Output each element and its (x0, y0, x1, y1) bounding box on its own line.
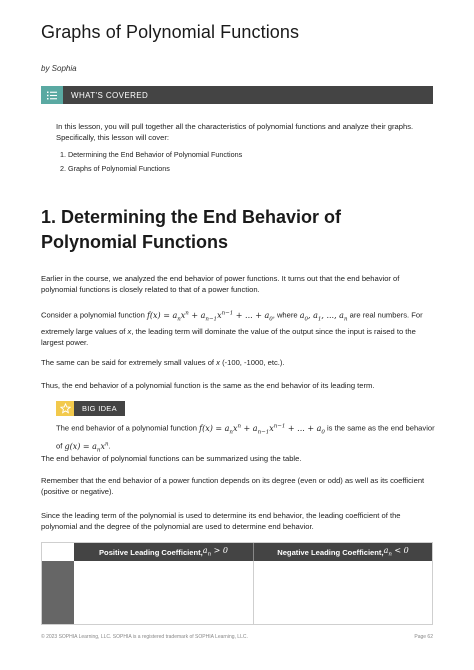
paragraph-polynomial-definition: Consider a polynomial function $f(x) = a_nx^n + a_{n-1}x^{n-1}$ + ... + $a_0$, where $a_0$, $a_1$, ..., $a_n$ are real numbers. For extremely large values of x, the leading term will dominate the value of the output since the input is raised to the largest power. (41, 310, 423, 348)
paragraph-leading-coefficient: Since the leading term of the polynomial is used to determine its end behavior, the leading coefficient of the polynomial and the degree of the polynomial are used to determine end behavior. (41, 511, 401, 532)
whats-covered-banner (41, 86, 433, 104)
paragraph-power-function: Remember that the end behavior of a power function depends on its degree (even or odd) as well as its coefficient (positive or negative). (41, 476, 425, 497)
byline: by Sophia (41, 64, 77, 73)
page-title: Graphs of Polynomial Functions (41, 22, 300, 42)
covered-list (60, 149, 242, 177)
table-header-positive: Positive Leading Coefficient, $a_n > 0$ (98, 546, 229, 558)
big-idea-banner (56, 401, 125, 416)
leading-term-formula: $g(x) = a_nx^n$ (64, 440, 109, 454)
page-number: Page 62 (414, 634, 433, 640)
section-heading: 1. Determining the End Behavior of Polynomial Functions (41, 207, 342, 252)
table-cell (253, 561, 432, 624)
paragraph-small-values: The same can be said for extremely small values of x (-100, -1000, etc.). (41, 358, 285, 367)
list-icon (41, 86, 63, 104)
footer-copyright: © 2023 SOPHIA Learning, LLC. SOPHIA is a registered trademark of SOPHIA Learning, LLC. (41, 634, 248, 640)
star-icon (56, 401, 74, 416)
list-item: 1. Determining the End Behavior of Polynomial Functions (60, 150, 243, 159)
big-idea-text: The end behavior of a polynomial function $f(x) = a_nx^n + a_{n-1}x^{n-1}$ + ... + $a_0$ is the same as the end behavior of $g(x) = a_nx^n$. (56, 423, 435, 454)
paragraph-leading-term: Thus, the end behavior of a polynomial function is the same as the end behavior of its leading term. (41, 381, 375, 390)
paragraph-summary: The end behavior of polynomial functions can be summarized using the table. (41, 454, 302, 463)
coefficients-formula: $a_0$, $a_1$, ..., $a_n$ (299, 310, 348, 323)
whats-covered-label: WHAT'S COVERED (71, 90, 149, 100)
table-cell (74, 561, 253, 624)
table-header-negative: Negative Leading Coefficient, $a_n < 0$ (253, 543, 432, 561)
intro-paragraph: In this lesson, you will pull together all the characteristics of polynomial functions and analyze their graphs. Specifically, this lesson will cover: (56, 122, 414, 142)
list-item: 2. Graphs of Polynomial Functions (60, 164, 170, 173)
paragraph-intro-end-behavior: Earlier in the course, we analyzed the end behavior of power functions. It turns out that the end behavior of polynomial functions is closely related to that of a power function. (41, 274, 400, 295)
table-corner-cell (42, 543, 74, 561)
table-row-header (42, 561, 74, 624)
polynomial-formula: $f(x) = a_nx^n + a_{n-1}x^{n-1}$ + ... + $a_0$ (199, 423, 325, 436)
end-behavior-table (41, 542, 433, 625)
polynomial-formula: $f(x) = a_nx^n + a_{n-1}x^{n-1}$ + ... + $a_0$ (146, 310, 273, 323)
big-idea-label: BIG IDEA (74, 401, 125, 416)
